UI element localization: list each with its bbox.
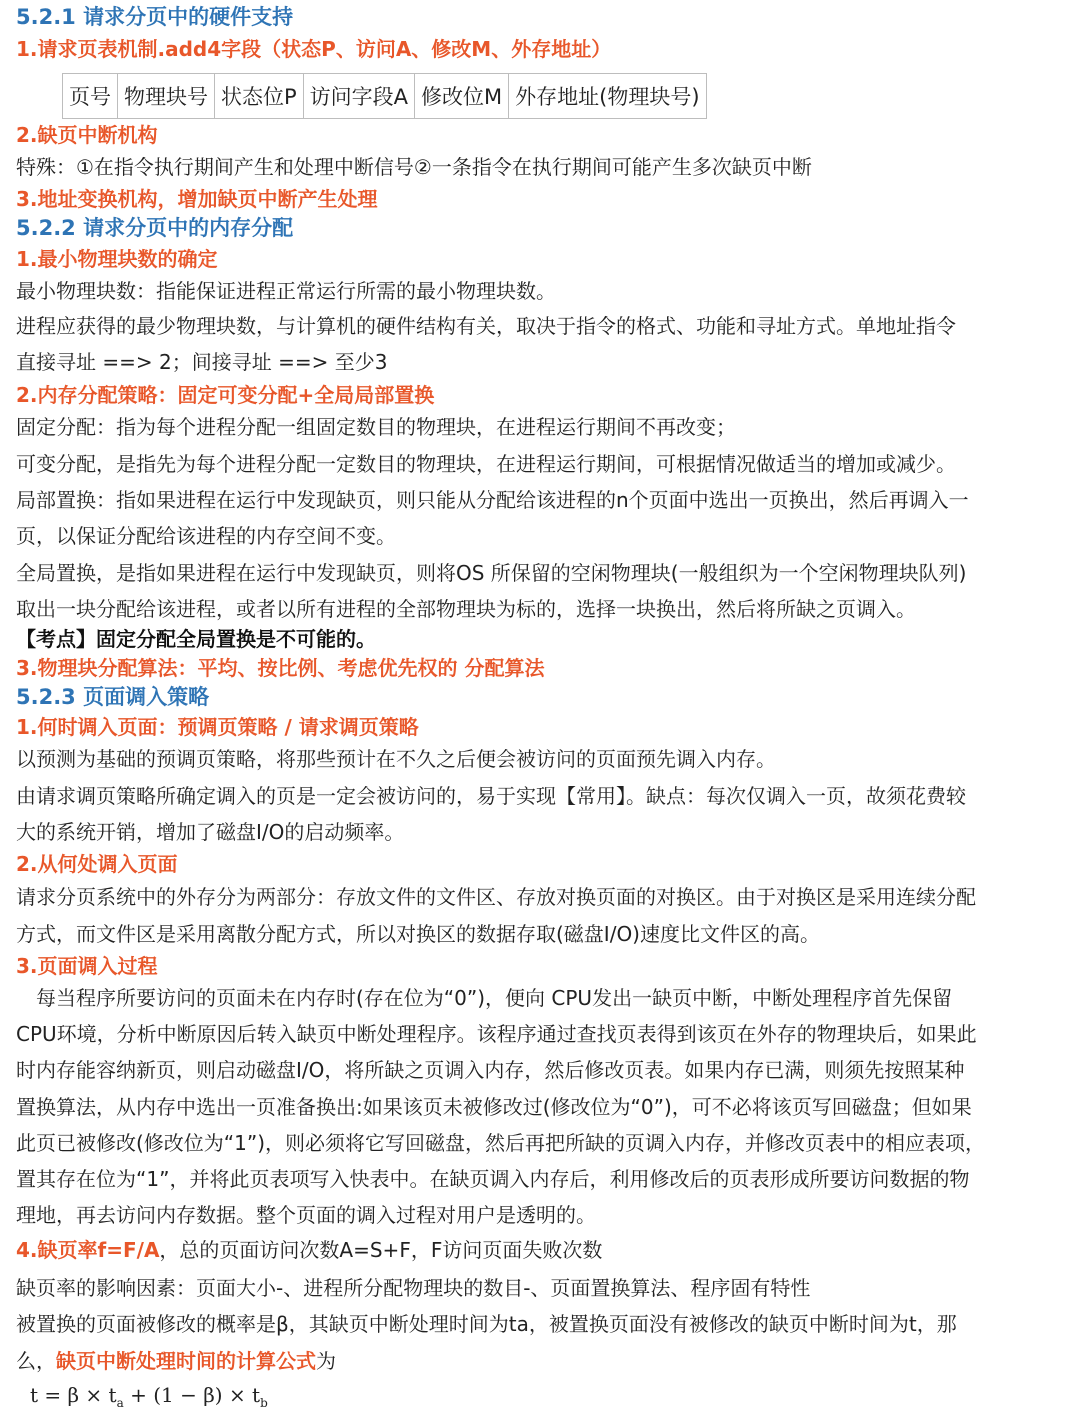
heading-min-frames: 1.最小物理块数的确定: [16, 247, 218, 271]
heading-page-fault-interrupt: 2.缺页中断机构: [16, 123, 158, 147]
paragraph: 进程应获得的最少物理块数，与计算机的硬件结构有关，取决于指令的格式、功能和寻址方式。单地址指令: [16, 314, 956, 338]
formula-subscript: a: [116, 1396, 124, 1410]
paragraph-line: 理地，再去访问内存数据。整个页面的调入过程对用户是透明的。: [16, 1203, 596, 1227]
formula-part: t = β × t: [30, 1383, 117, 1407]
text: 么，: [16, 1349, 56, 1373]
formula-intro-line: [16, 1348, 336, 1374]
heading-address-translation: 3.地址变换机构，增加缺页中断产生处理: [16, 187, 378, 211]
paragraph: 最小物理块数：指能保证进程正常运行所需的最小物理块数。: [16, 279, 556, 303]
section-title-5-2-2: 5.2.2 请求分页中的内存分配: [16, 216, 294, 240]
paragraph-line: 每当程序所要访问的页面未在内存时(存在位为“0”)，便向 CPU发出一缺页中断，中断处理程序首先保留: [16, 986, 953, 1010]
paragraph: 由请求调页策略所确定调入的页是一定会被访问的，易于实现【常用】。缺点：每次仅调入一页，故须花费较: [16, 784, 966, 808]
formula-subscript: b: [260, 1396, 268, 1410]
paragraph: 方式，而文件区是采用离散分配方式，所以对换区的数据存取(磁盘I/O)速度比文件区的高。: [16, 922, 820, 946]
paragraph: 页，以保证分配给该进程的内存空间不变。: [16, 524, 396, 548]
fault-rate-line: [16, 1237, 602, 1263]
paragraph: 可变分配，是指先为每个进程分配一定数目的物理块，在进程运行期间，可根据情况做适当的增加或减少。: [16, 452, 956, 476]
paragraph-line: 此页已被修改(修改位为“1”)，则必须将它写回磁盘，然后再把所缺的页调入内存，并修改页表中的相应表项，: [16, 1131, 986, 1155]
table-header-cell: 外存地址(物理块号): [509, 74, 706, 119]
text: 为: [316, 1349, 336, 1373]
table-header-cell: 状态位P: [215, 74, 304, 119]
table-header-cell: 物理块号: [118, 74, 215, 119]
paragraph-line: 置换算法，从内存中选出一页准备换出:如果该页未被修改过(修改位为“0”)，可不必将该页写回磁盘；但如果: [16, 1095, 972, 1119]
table-header-cell: 页号: [63, 74, 118, 119]
paragraph: 全局置换，是指如果进程在运行中发现缺页，则将OS 所保留的空闲物理块(一般组织为一个空闲物理块队列): [16, 561, 967, 585]
paragraph: 局部置换：指如果进程在运行中发现缺页，则只能从分配给该进程的n个页面中选出一页换出，然后再调入一: [16, 488, 969, 512]
heading-frame-allocation-algorithm: 3.物理块分配算法：平均、按比例、考虑优先权的 分配算法: [16, 656, 545, 680]
formula-heading: 缺页中断处理时间的计算公式: [56, 1349, 316, 1373]
heading-page-table-mechanism: 1.请求页表机制.add4字段（状态P、访问A、修改M、外存地址）: [16, 37, 612, 61]
fault-rate-heading: 4.缺页率f=F/A: [16, 1238, 160, 1262]
paragraph: 缺页率的影响因素：页面大小-、进程所分配物理块的数目-、页面置换算法、程序固有特性: [16, 1276, 811, 1300]
table-row: [63, 74, 707, 119]
paragraph: 被置换的页面被修改的概率是β，其缺页中断处理时间为ta，被置换页面没有被修改的缺页中断时间为t，那: [16, 1312, 957, 1336]
fault-time-formula: [30, 1383, 268, 1410]
heading-when-to-load: 1.何时调入页面：预调页策略 / 请求调页策略: [16, 715, 419, 739]
paragraph: 大的系统开销，增加了磁盘I/O的启动频率。: [16, 820, 405, 844]
paragraph-line: CPU环境，分析中断原因后转入缺页中断处理程序。该程序通过查找页表得到该页在外存的物理块后，如果此: [16, 1022, 977, 1046]
paragraph: 以预测为基础的预调页策略，将那些预计在不久之后便会被访问的页面预先调入内存。: [16, 747, 776, 771]
paragraph: 取出一块分配给该进程，或者以所有进程的全部物理块为标的，选择一块换出，然后将所缺之页调入。: [16, 597, 916, 621]
heading-where-to-load: 2.从何处调入页面: [16, 852, 178, 876]
paragraph: 请求分页系统中的外存分为两部分：存放文件的文件区、存放对换页面的对换区。由于对换区是采用连续分配: [16, 885, 976, 909]
paragraph-line: 时内存能容纳新页，则启动磁盘I/O，将所缺之页调入内存，然后修改页表。如果内存已满，则须先按照某种: [16, 1058, 965, 1082]
section-title-5-2-3: 5.2.3 页面调入策略: [16, 685, 210, 709]
section-title-5-2-1: 5.2.1 请求分页中的硬件支持: [16, 5, 294, 29]
heading-allocation-policy: 2.内存分配策略：固定可变分配+全局局部置换: [16, 383, 435, 407]
paragraph: 直接寻址 ==> 2；间接寻址 ==> 至少3: [16, 350, 388, 374]
fault-rate-text: ，总的页面访问次数A=S+F，F访问页面失败次数: [159, 1238, 603, 1262]
table-header-cell: 修改位M: [415, 74, 509, 119]
table-header-cell: 访问字段A: [303, 74, 414, 119]
paragraph: 固定分配：指为每个进程分配一组固定数目的物理块，在进程运行期间不再改变；: [16, 415, 736, 439]
paragraph-line: 置其存在位为“1”，并将此页表项写入快表中。在缺页调入内存后，利用修改后的页表形成所要访问数据的物: [16, 1167, 970, 1191]
exam-note: 【考点】固定分配全局置换是不可能的。: [16, 627, 376, 651]
heading-load-process: 3.页面调入过程: [16, 954, 158, 978]
formula-part: + (1 − β) × t: [123, 1383, 261, 1407]
paragraph: 特殊：①在指令执行期间产生和处理中断信号②一条指令在执行期间可能产生多次缺页中断: [16, 155, 812, 179]
page-table-fields: [62, 73, 707, 119]
